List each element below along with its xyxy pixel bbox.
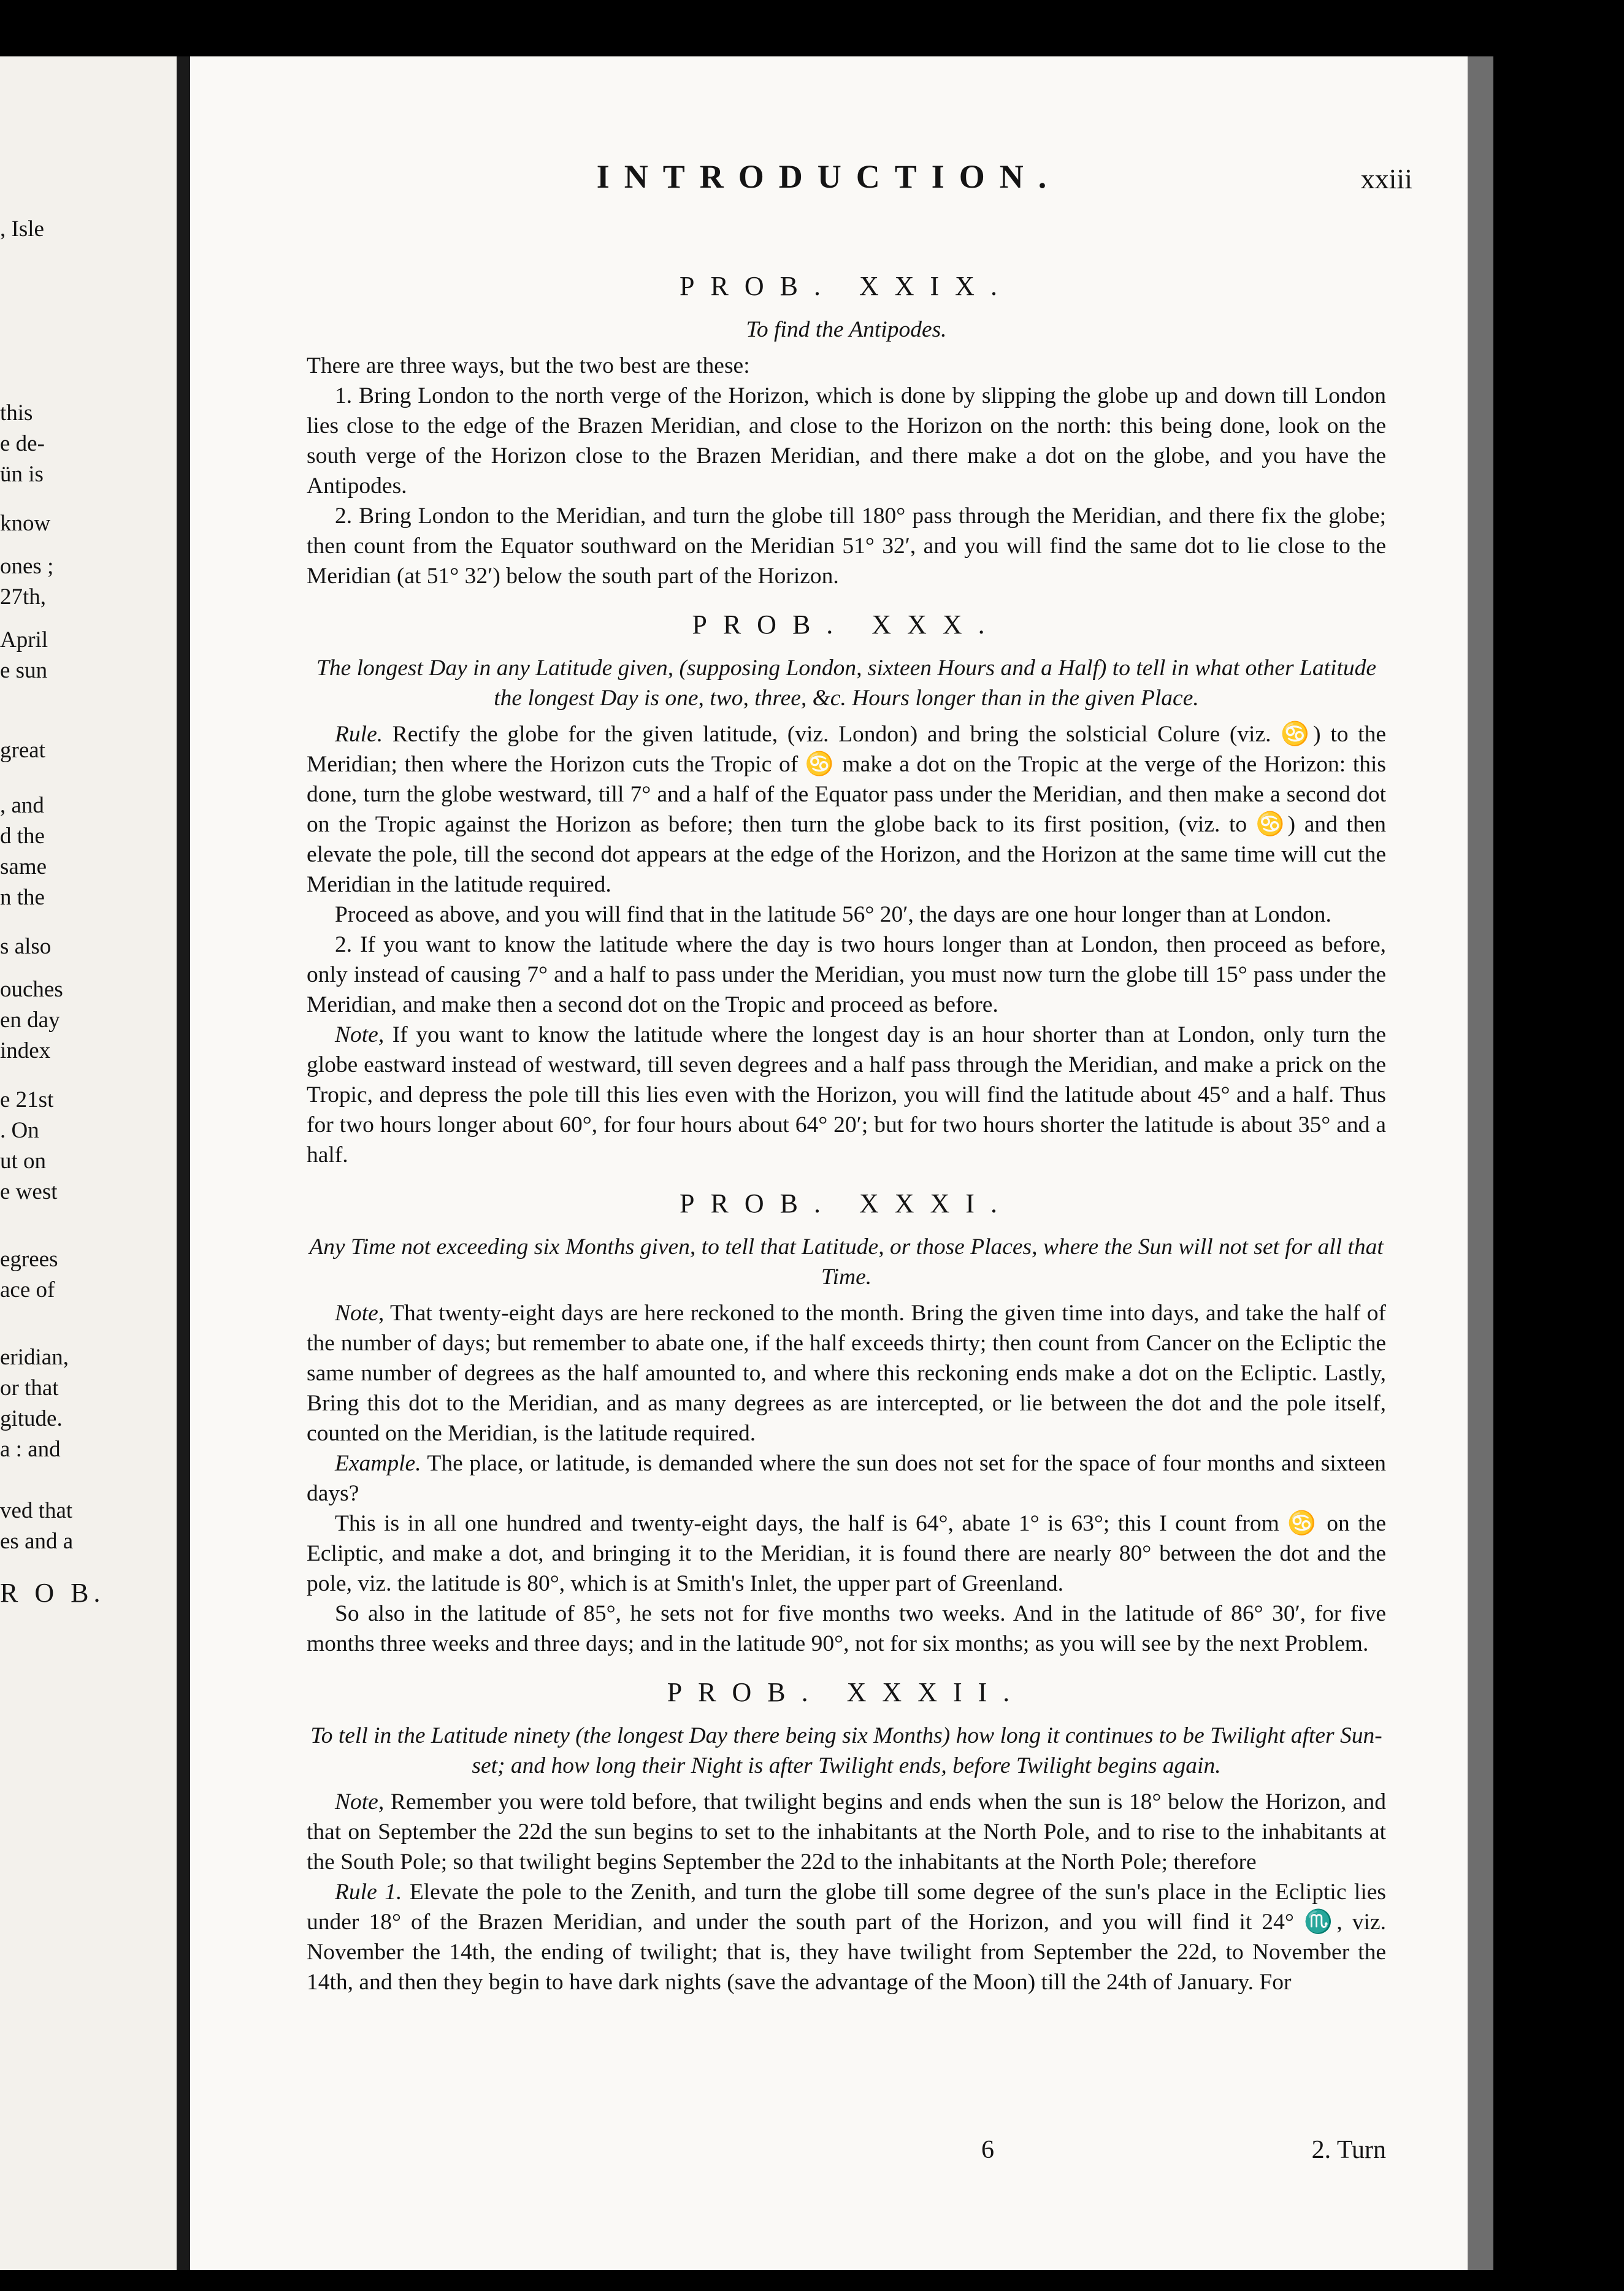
- page-edge: [1468, 56, 1493, 2270]
- paragraph-label: Note,: [335, 1022, 385, 1047]
- paragraph-label: Rule.: [335, 722, 383, 747]
- paragraph-label: Note,: [335, 1789, 385, 1815]
- margin-fragment: April: [0, 627, 48, 652]
- paragraph-text: The place, or latitude, is demanded where the sun does not set for the space of four months and sixteen days?: [307, 1451, 1386, 1506]
- book-gutter: [177, 56, 190, 2270]
- margin-fragment: ut on: [0, 1149, 47, 1174]
- margin-fragment: R O B.: [0, 1578, 105, 1608]
- margin-fragment: ved that: [0, 1498, 73, 1523]
- book-page: [190, 56, 1468, 2270]
- paragraph-text: If you want to know the latitude where the longest day is an hour shorter than at London, only turn the globe eastward instead of westward, till seven degrees and a half pass through the Meridian, and make a prick on the Tropic, and depress the pole till this lies even with the Horizon, you will find the latitude about 45° and a half. Thus for two hours longer about 60°, for four hours about 64° 20′; but for two hours shorter the latitude is about 35° and a half.: [307, 1022, 1387, 1168]
- paragraph: [307, 351, 1386, 381]
- paragraph: [307, 1787, 1386, 1877]
- margin-fragment: great: [0, 738, 45, 763]
- problem-heading: PROB. XXX.: [692, 610, 1001, 640]
- margin-fragment: same: [0, 854, 47, 879]
- margin-fragment: index: [0, 1038, 51, 1063]
- margin-fragment: , Isle: [0, 216, 44, 242]
- paragraph-text: Remember you were told before, that twilight begins and ends when the sun is 18° below the Horizon, and that on September the 22d the sun begins to set to the inhabitants at the North Pole, and to rise to the inhabitants at the South Pole; so that twilight begins September the 22d to the inhabitants at the North Pole; therefore: [307, 1789, 1387, 1875]
- margin-fragment: ün is: [0, 462, 44, 487]
- margin-fragment: s also: [0, 934, 52, 959]
- problem-heading: PROB. XXXII.: [667, 1677, 1026, 1707]
- facing-page-margin: [0, 56, 177, 2270]
- margin-fragment: gitude.: [0, 1406, 63, 1431]
- paragraph: [307, 1020, 1386, 1170]
- margin-fragment: e de-: [0, 431, 45, 456]
- paragraph: [307, 1448, 1386, 1509]
- paragraph: [307, 1599, 1386, 1659]
- paragraph-text: Rectify the globe for the given latitude, (viz. London) and bring the solsticial Colure (viz. ♋) to the Meridian; then where the Horizon cuts the Tropic of ♋ make a dot on the Tropic at the verge of the Horizon: this done, turn the globe westward, till 7° and a half of the Equator pass under the Meridian, and then make a second dot on the Tropic against the Horizon as before; then turn the globe back to its first position, (viz. to ♋) and then elevate the pole, till the second dot appears at the edge of the Horizon, and the Horizon at the same time will cut the Meridian in the latitude required.: [307, 722, 1386, 897]
- paragraph: [307, 1877, 1386, 1997]
- paragraph: [307, 1298, 1386, 1448]
- paragraph-label: Rule 1.: [335, 1880, 402, 1905]
- problem-heading: PROB. XXXI.: [680, 1188, 1013, 1218]
- margin-fragment: or that: [0, 1375, 59, 1401]
- paragraph-text: So also in the latitude of 85°, he sets not for five months two weeks. And in the latitude of 86° 30′, for five months three weeks and three days; and in the latitude 90°, not for six months; as you will see by the next Problem.: [307, 1601, 1386, 1656]
- margin-fragment: eridian,: [0, 1345, 69, 1370]
- page-number: xxiii: [1360, 163, 1412, 194]
- margin-fragment: e west: [0, 1179, 58, 1204]
- margin-fragment: egrees: [0, 1247, 58, 1272]
- margin-fragment: n the: [0, 885, 45, 910]
- paragraph-text: This is in all one hundred and twenty-eight days, the half is 64°, abate 1° is 63°; this I count from ♋ on the Ecliptic, and make a dot, and bringing it to the Meridian, it is found there are nearly 80° between the dot and the pole, viz. the latitude is 80°, which is at Smith's Inlet, the upper part of Greenland.: [307, 1511, 1386, 1596]
- paragraph: [307, 930, 1386, 1020]
- paragraph-text: 2. If you want to know the latitude where the day is two hours longer than at London, then proceed as before, only instead of causing 7° and a half to pass under the Meridian, you must now turn the globe till 15° pass under the Meridian, and make then a second dot on the Tropic and proceed as before.: [307, 932, 1386, 1017]
- signature-mark: 6: [981, 2136, 994, 2164]
- paragraph: [307, 381, 1386, 501]
- margin-fragment: e sun: [0, 658, 48, 683]
- page-body: [307, 271, 1386, 1997]
- catchword: 2. Turn: [1311, 2136, 1386, 2164]
- paragraph: [307, 900, 1386, 930]
- problem-subtitle: The longest Day in any Latitude given, (supposing London, sixteen Hours and a Half) to tell in what other Latitude the longest Day is one, two, three, &c. Hours longer than in the given Place.: [316, 656, 1377, 711]
- margin-fragment: d the: [0, 824, 45, 849]
- margin-fragment: a : and: [0, 1437, 61, 1462]
- margin-fragment: . On: [0, 1118, 39, 1143]
- margin-fragment: ouches: [0, 977, 63, 1002]
- margin-fragment: know: [0, 511, 51, 536]
- paragraph-label: Example.: [335, 1451, 421, 1476]
- margin-fragment: ace of: [0, 1277, 55, 1302]
- margin-fragment: e 21st: [0, 1087, 54, 1112]
- running-head: INTRODUCTION.: [596, 158, 1062, 195]
- margin-fragment: 27th,: [0, 584, 47, 610]
- paragraph-text: Elevate the pole to the Zenith, and turn the globe till some degree of the sun's place in the Ecliptic lies under 18° of the Brazen Meridian, and under the south part of the Horizon, and you will find it 24° ♏, viz. November the 14th, the ending of twilight; that is, they have twilight from September the 22d, to November the 14th, and then they begin to have dark nights (save the advantage of the Moon) till the 24th of January. For: [307, 1880, 1387, 1995]
- paragraph: [307, 1509, 1386, 1599]
- margin-fragment: , and: [0, 793, 44, 818]
- paragraph-text: That twenty-eight days are here reckoned to the month. Bring the given time into days, and take the half of the number of days; but remember to abate one, if the half exceeds thirty; then count from Cancer on the Ecliptic the same number of degrees as the half amounted to, and where this reckoning ends make a dot on the Ecliptic. Lastly, Bring this dot to the Meridian, and as many degrees as are intercepted, or lie between the dot and the pole itself, counted on the Meridian, is the latitude required.: [307, 1301, 1386, 1446]
- paragraph-text: Proceed as above, and you will find that in the latitude 56° 20′, the days are one hour longer than at London.: [335, 902, 1331, 927]
- margin-fragment: en day: [0, 1008, 60, 1033]
- problem-subtitle: To find the Antipodes.: [746, 317, 947, 342]
- problem-heading: PROB. XXIX.: [680, 271, 1013, 301]
- paragraph-text: There are three ways, but the two best are these:: [307, 353, 750, 378]
- paragraph-text: 2. Bring London to the Meridian, and turn the globe till 180° pass through the Meridian, and there fix the globe; then count from the Equator southward on the Meridian 51° 32′, and you will find the same dot to lie close to the Meridian (at 51° 32′) below the south part of the Horizon.: [307, 503, 1386, 589]
- paragraph: [307, 501, 1386, 591]
- paragraph-label: Note,: [335, 1301, 385, 1326]
- problem-subtitle: To tell in the Latitude ninety (the longest Day there being six Months) how long it continues to be Twilight after Sun-set; and how long their Night is after Twilight ends, before Twilight begins again.: [310, 1723, 1382, 1778]
- problem-subtitle: Any Time not exceeding six Months given, to tell that Latitude, or those Places, where the Sun will not set for all that Time.: [309, 1234, 1384, 1290]
- margin-fragment: es and a: [0, 1529, 74, 1554]
- margin-fragment: this: [0, 400, 33, 426]
- paragraph-text: 1. Bring London to the north verge of the Horizon, which is done by slipping the globe up and down till London lies close to the edge of the Brazen Meridian, and close to the Horizon on the north: this being done, look on the south verge of the Horizon close to the Brazen Meridian, and there make a dot on the globe, and you have the Antipodes.: [307, 383, 1386, 499]
- margin-fragment: ones ;: [0, 554, 54, 579]
- paragraph: [307, 719, 1386, 900]
